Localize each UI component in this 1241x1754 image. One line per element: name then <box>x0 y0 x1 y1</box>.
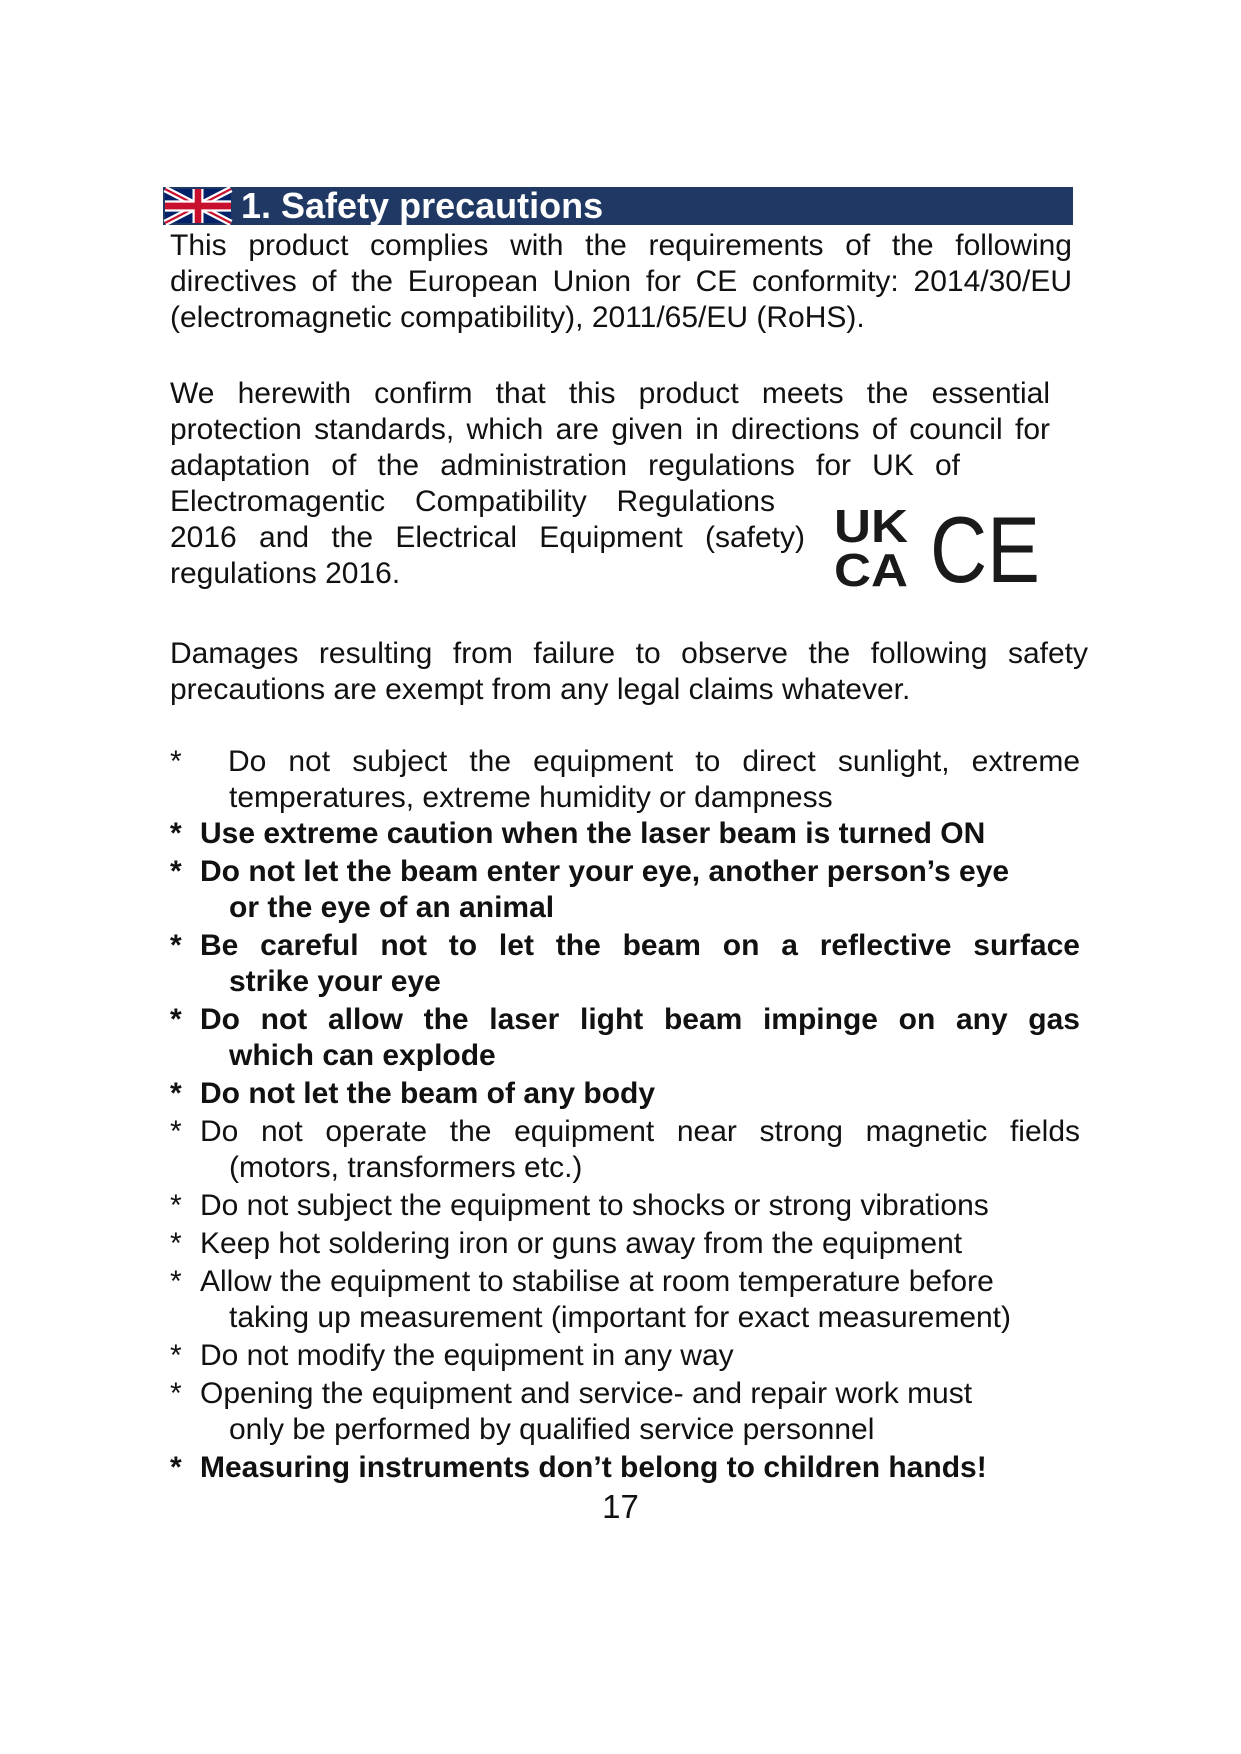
union-jack-flag-icon <box>165 189 231 223</box>
ukca-line-4: Electromagentic Compatibility Regulations <box>170 485 775 518</box>
ukca-mark-top: UK <box>834 500 908 552</box>
bullet-line-2: strike your eye <box>229 965 441 998</box>
bullet-line-1: Do not let the beam of any body <box>200 1077 656 1110</box>
bullet-line-1: Measuring instruments don’t belong to children hands! <box>200 1451 987 1484</box>
page-number: 17 <box>602 1488 639 1525</box>
ukca-line-2: protection standards, which are given in directions of council for <box>170 413 1050 446</box>
bullet-item <box>170 1338 1080 1374</box>
safety-bullet-list <box>170 744 1080 1488</box>
bullet-line-2: temperatures, extreme humidity or dampness <box>229 781 833 814</box>
bullet-line-1: Be careful not to let the beam on a reflective surface <box>200 929 1080 962</box>
bullet-line-2: taking up measurement (important for exact measurement) <box>229 1301 1012 1334</box>
bullet-line-2: only be performed by qualified service personnel <box>229 1413 875 1446</box>
ukca-mark-bottom: CA <box>834 544 908 596</box>
bullet-line-1: Do not subject the equipment to shocks or strong vibrations <box>200 1189 989 1222</box>
bullet-item <box>170 1226 1080 1262</box>
bullet-item <box>170 816 1080 852</box>
bullet-line-1: Use extreme caution when the laser beam is turned ON <box>200 817 986 850</box>
ce-line-2: directives of the European Union for CE conformity: 2014/30/EU <box>170 265 1072 298</box>
bullet-item <box>170 1450 1080 1486</box>
damages-paragraph <box>170 636 1088 708</box>
bullet-item <box>170 1076 1080 1112</box>
damages-line-1: Damages resulting from failure to observe the following safety <box>170 637 1088 670</box>
bullet-line-2: or the eye of an animal <box>229 891 555 924</box>
bullet-item <box>170 928 1080 1000</box>
bullet-line-1: Allow the equipment to stabilise at room temperature before <box>200 1265 994 1298</box>
bullet-item <box>170 744 1080 816</box>
ukca-line-3: adaptation of the administration regulations for UK of <box>170 449 960 482</box>
bullet-item <box>170 1376 1080 1448</box>
bullet-star: * <box>170 745 182 778</box>
bullet-item <box>170 1002 1080 1074</box>
bullet-star: * <box>170 1339 182 1372</box>
ce-line-1: This product complies with the requirements of the following <box>170 229 1072 262</box>
bullet-line-1: Do not allow the laser light beam impinge on any gas <box>200 1003 1080 1036</box>
ukca-line-5: 2016 and the Electrical Equipment (safety) <box>170 521 805 554</box>
ukca-ce-marks <box>834 497 1044 602</box>
bullet-line-1: Do not subject the equipment to direct sunlight, extreme <box>228 745 1080 778</box>
bullet-line-1: Opening the equipment and service- and repair work must <box>200 1377 973 1410</box>
bullet-star: * <box>170 1077 182 1110</box>
bullet-item <box>170 854 1080 926</box>
bullet-star: * <box>170 1265 182 1298</box>
ce-mark: CE <box>930 497 1040 602</box>
bullet-star: * <box>170 1189 182 1222</box>
bullet-line-1: Do not let the beam enter your eye, another person’s eye <box>200 855 1010 888</box>
ukca-line-6: regulations 2016. <box>170 557 401 590</box>
bullet-star: * <box>170 1003 182 1036</box>
bullet-line-2: (motors, transformers etc.) <box>229 1151 583 1184</box>
bullet-item <box>170 1264 1080 1336</box>
bullet-line-1: Keep hot soldering iron or guns away from the equipment <box>200 1227 963 1260</box>
bullet-star: * <box>170 1115 182 1148</box>
bullet-star: * <box>170 855 182 888</box>
bullet-star: * <box>170 1377 182 1410</box>
section-title: 1. Safety precautions <box>241 185 604 226</box>
bullet-item <box>170 1188 1080 1224</box>
bullet-star: * <box>170 817 182 850</box>
section-header-bar <box>163 187 1073 225</box>
ukca-line-1: We herewith confirm that this product meets the essential <box>170 377 1050 410</box>
bullet-star: * <box>170 929 182 962</box>
ce-conformity-paragraph <box>170 228 1072 336</box>
ce-line-3: (electromagnetic compatibility), 2011/65/EU (RoHS). <box>170 301 865 334</box>
damages-line-2: precautions are exempt from any legal claims whatever. <box>170 673 911 706</box>
bullet-item <box>170 1114 1080 1186</box>
bullet-line-2: which can explode <box>229 1039 496 1072</box>
bullet-star: * <box>170 1227 182 1260</box>
bullet-line-1: Do not modify the equipment in any way <box>200 1339 734 1372</box>
bullet-star: * <box>170 1451 182 1484</box>
bullet-line-1: Do not operate the equipment near strong magnetic fields <box>200 1115 1080 1148</box>
